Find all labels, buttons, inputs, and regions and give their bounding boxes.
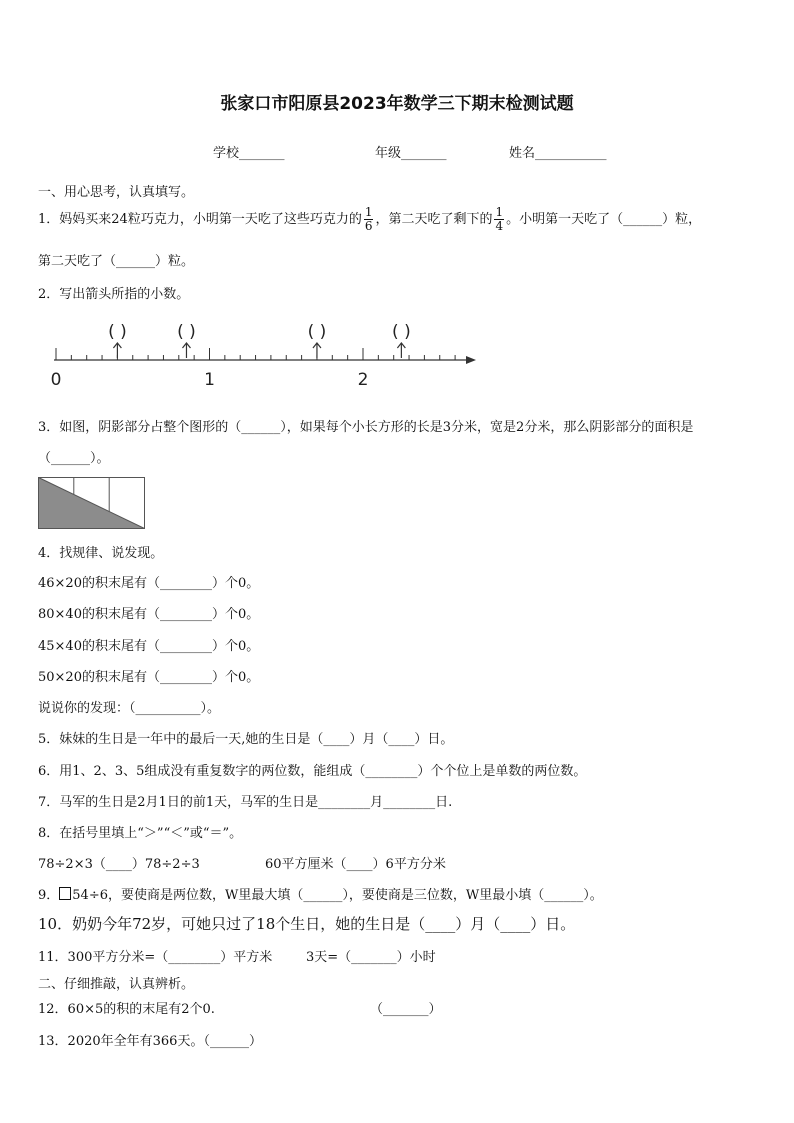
fraction-one-quarter — [494, 206, 504, 233]
up-arrow-icon — [182, 343, 190, 358]
up-arrow-icon — [313, 343, 321, 358]
fraction-one-sixth — [364, 206, 374, 233]
section-1-heading: 一、用心思考，认真填写。 — [38, 185, 195, 200]
name-field[interactable] — [509, 142, 607, 161]
question-4-finding: 说说你的发现：（__________）。 — [38, 701, 221, 716]
up-arrow-icon — [397, 343, 405, 358]
school-label: 学校 — [213, 146, 240, 161]
grade-field[interactable] — [375, 142, 447, 161]
question-4-item: 45×40的积末尾有（________）个0。 — [38, 639, 260, 654]
question-5: 5．妹妹的生日是一年中的最后一天,她的生日是（____）月（____）日。 — [38, 732, 454, 747]
question-6: 6．用1、2、3、5组成没有重复数字的两位数，能组成（________）个个位上是单数的两位数。 — [38, 764, 587, 779]
question-4: 4．找规律、说发现。 — [38, 546, 164, 561]
question-13: 13．2020年全年有366天。（______） — [38, 1034, 262, 1049]
q1-part1: 1．妈妈买来24粒巧克力，小明第一天吃了这些巧克力的 — [38, 212, 362, 227]
school-field[interactable] — [213, 142, 285, 161]
blank-box-icon — [59, 887, 71, 900]
fraction-denominator: 6 — [364, 219, 373, 233]
number-line-label: 1 — [204, 370, 215, 390]
question-4-item: 46×20的积末尾有（________）个0。 — [38, 576, 260, 591]
question-12: 12．60×5的积的末尾有2个0. — [38, 1002, 215, 1017]
question-1 — [38, 204, 701, 236]
q1-part2: ，第二天吃了剩下的 — [375, 212, 493, 227]
question-9 — [38, 884, 603, 903]
answer-bracket[interactable]: ( ) — [177, 322, 196, 342]
question-3: 3．如图，阴影部分占整个图形的（______），如果每个小长方形的长是3分米，宽是2分米，那么阴影部分的面积是 — [38, 420, 694, 435]
answer-bracket[interactable]: ( ) — [392, 322, 411, 342]
question-10: 10．奶奶今年72岁，可她只过了18个生日，她的生日是（____）月（____）日。 — [38, 915, 576, 933]
question-3-line-2: （______）。 — [38, 451, 110, 466]
grade-blank: _______ — [401, 146, 447, 161]
q9-expression: 54÷6 — [72, 888, 108, 903]
question-11-right: 3天=（_______）小时 — [306, 950, 436, 965]
question-4-item: 80×40的积末尾有（________）个0。 — [38, 607, 260, 622]
fraction-numerator: 1 — [364, 205, 373, 219]
shaded-rectangle-figure — [38, 477, 146, 530]
answer-bracket[interactable]: ( ) — [307, 322, 327, 342]
number-line — [40, 315, 485, 395]
school-blank: _______ — [239, 146, 285, 161]
question-8-left: 78÷2×3（____）78÷2÷3 — [38, 857, 200, 872]
question-1-line-2: 第二天吃了（______）粒。 — [38, 254, 195, 269]
page-title: 张家口市阳原县2023年数学三下期末检测试题 — [220, 94, 574, 114]
section-2-heading: 二、仔细推敲，认真辨析。 — [38, 977, 195, 992]
number-line-arrowhead — [466, 356, 476, 364]
q9-prefix: 9． — [38, 888, 60, 903]
number-line-label: 0 — [50, 370, 62, 390]
fraction-denominator: 4 — [495, 219, 504, 233]
name-label: 姓名 — [509, 146, 536, 161]
number-line-label: 2 — [357, 370, 369, 390]
question-11-left: 11．300平方分米=（________）平方米 — [38, 950, 273, 965]
q1-part3: 。小明第一天吃了（______）粒， — [506, 212, 702, 227]
question-2: 2．写出箭头所指的小数。 — [38, 287, 190, 302]
fraction-numerator: 1 — [495, 205, 504, 219]
q9-rest: ，要使商是两位数，W里最大填（______），要使商是三位数，W里最小填（______）。 — [108, 888, 603, 903]
question-8-right: 60平方厘米（____）6平方分米 — [265, 857, 446, 872]
question-12-answer-blank[interactable]: （_______） — [370, 1002, 442, 1017]
grade-label: 年级 — [375, 146, 402, 161]
question-8: 8．在括号里填上“＞”“＜”或“＝”。 — [38, 826, 243, 841]
up-arrow-icon — [113, 343, 121, 358]
question-4-item: 50×20的积末尾有（________）个0。 — [38, 670, 260, 685]
answer-bracket[interactable]: ( ) — [108, 322, 127, 342]
question-7: 7．马军的生日是2月1日的前1天，马军的生日是________月________日. — [38, 795, 453, 810]
name-blank: ___________ — [535, 146, 607, 161]
